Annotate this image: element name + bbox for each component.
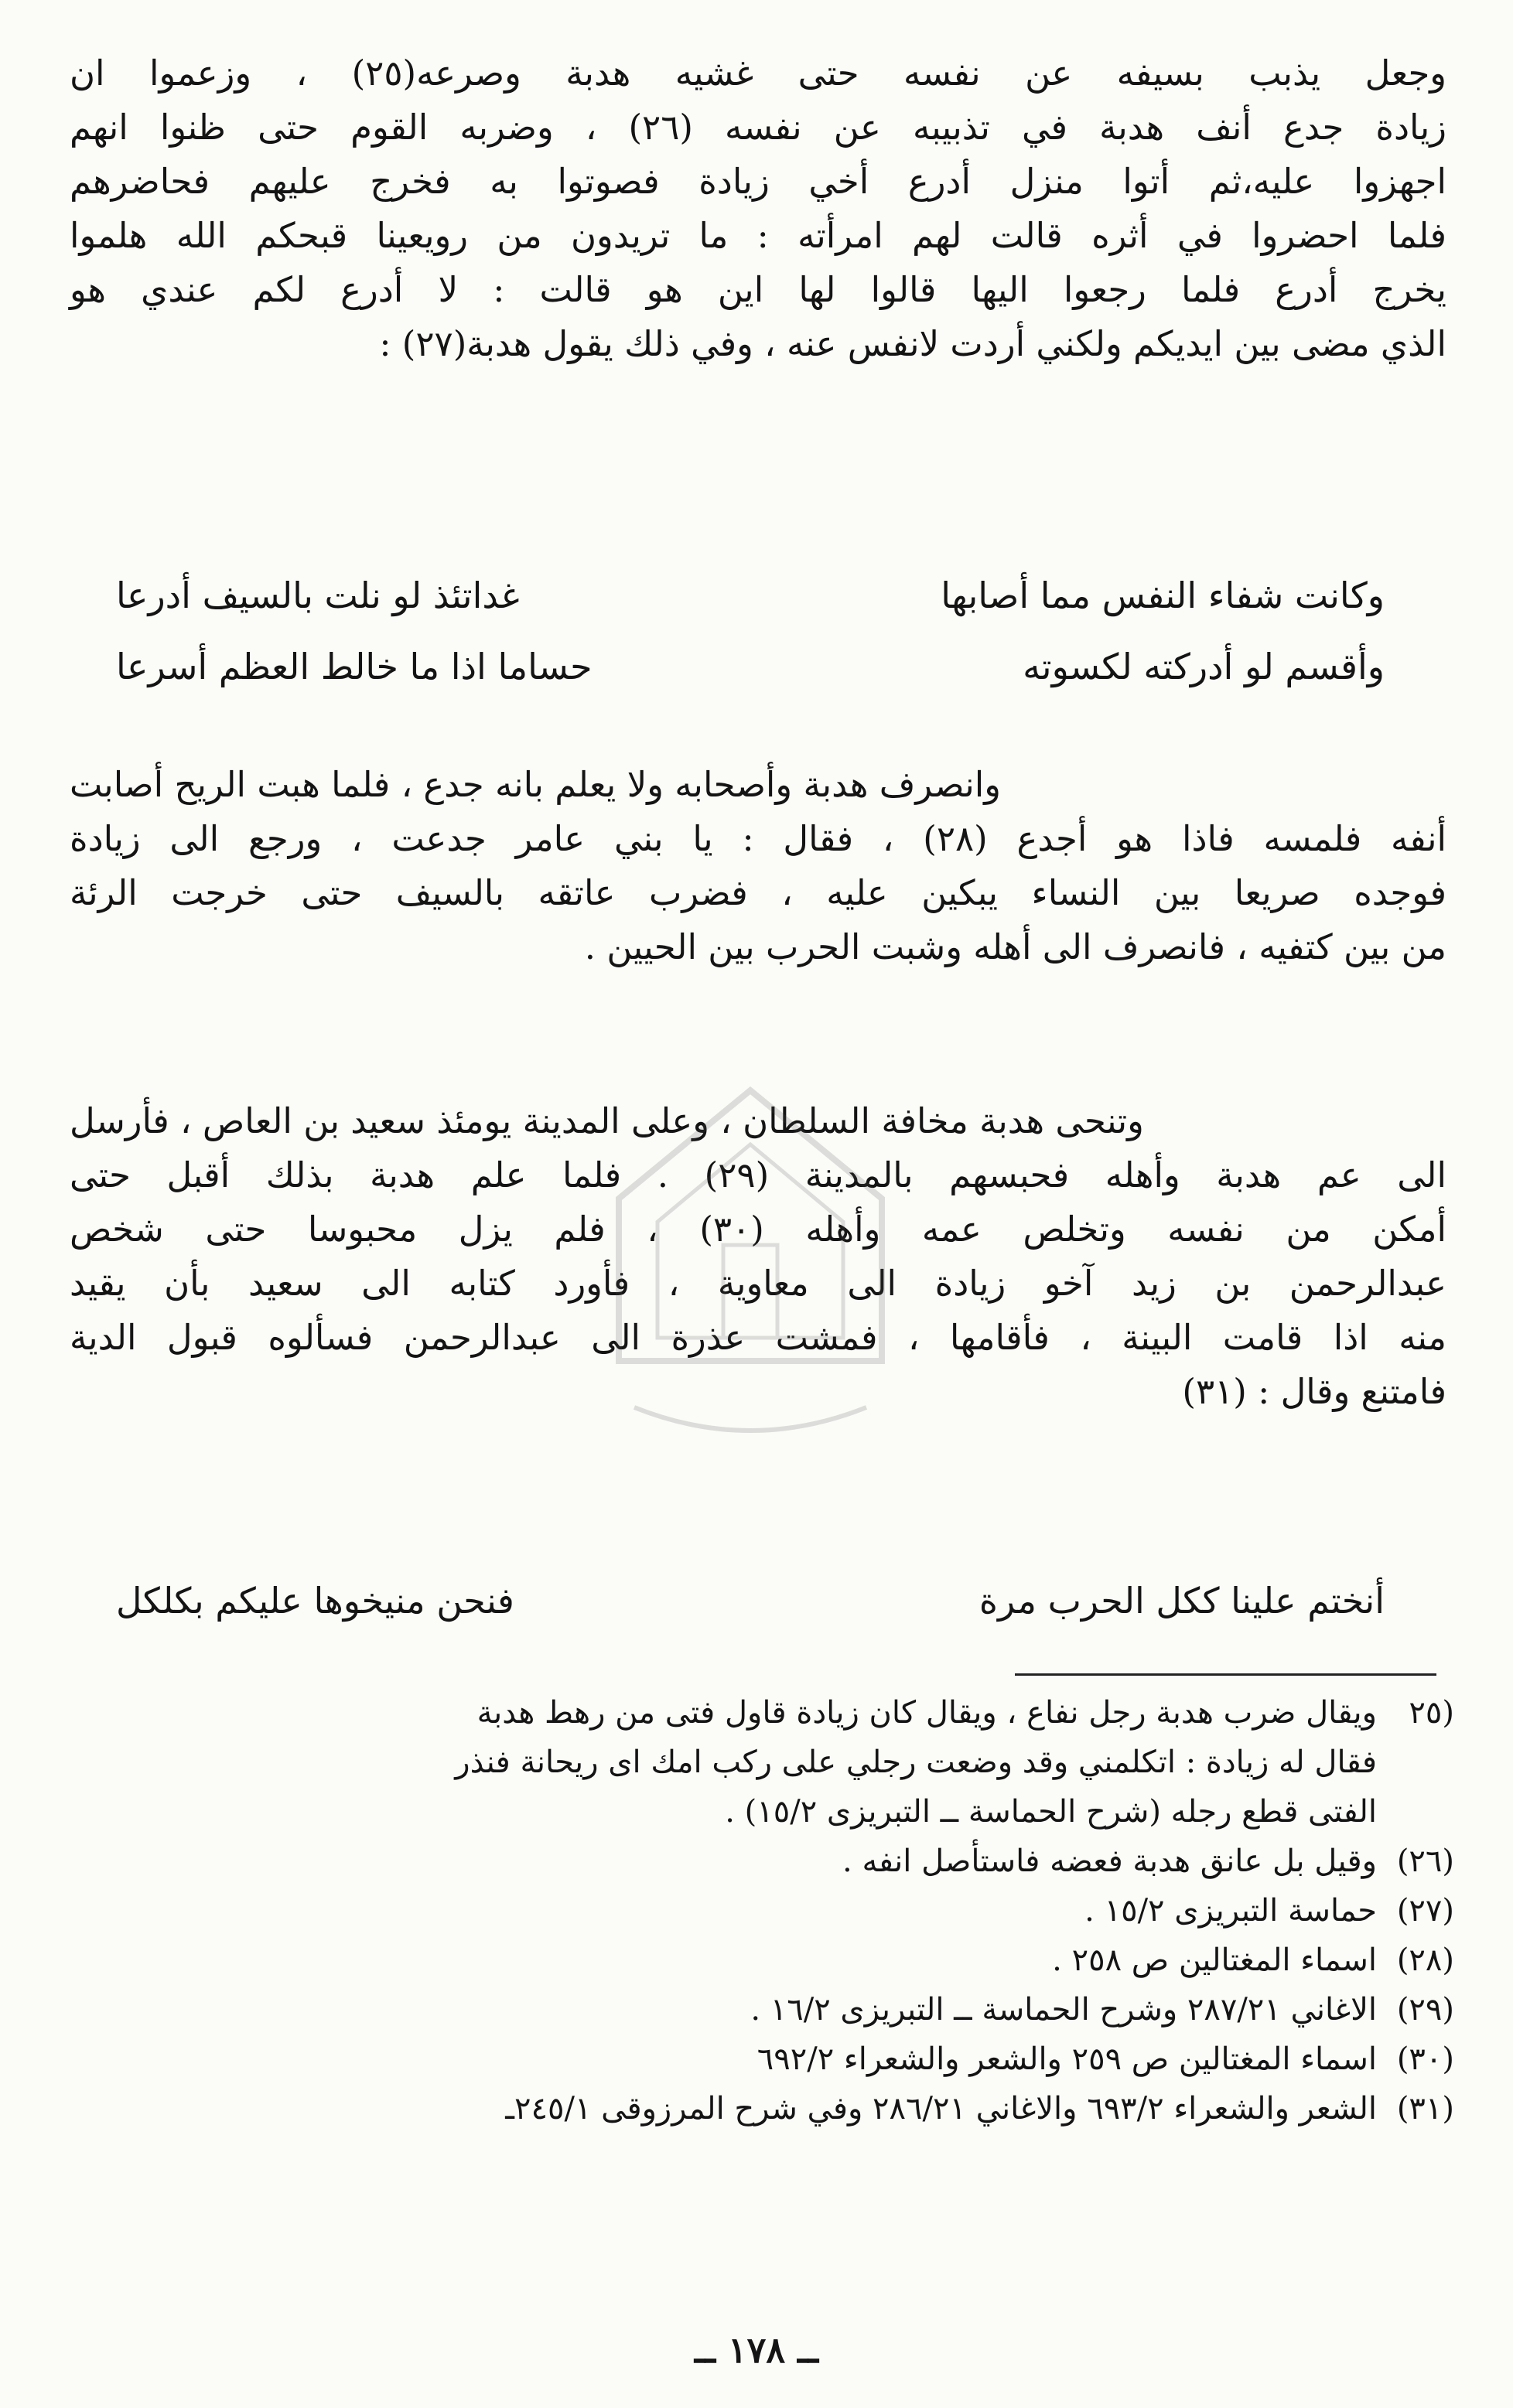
hemistich-second: فنحن منيخوها عليكم بكلكل xyxy=(116,1580,514,1622)
text-line: اجهزوا عليه،ثم أتوا منزل أدرع أخي زيادة فصوتوا به فخرج عليهم فحاضرهم xyxy=(70,161,1446,202)
paragraph-1 xyxy=(70,46,1446,371)
footnote-text: فقال له زيادة : اتكلمني وقد وضعت رجلي على ركب امك اى ريحانة فنذر xyxy=(455,1745,1377,1780)
hemistich-second: حساما اذا ما خالط العظم أسرعا xyxy=(116,646,593,687)
text-line: الذي مضى بين ايديكم ولكني أردت لانفس عنه ، وفي ذلك يقول هدبة(٢٧) : xyxy=(379,323,1446,364)
text-line: وتنحى هدبة مخافة السلطان ، وعلى المدينة يومئذ سعيد بن العاص ، فأرسل xyxy=(70,1100,1144,1141)
hemistich-first: وكانت شفاء النفس مما أصابها xyxy=(941,575,1385,616)
text-line: وانصرف هدبة وأصحابه ولا يعلم بانه جدع ، فلما هبت الريح أصابت xyxy=(70,764,1002,805)
footnote-number: (٢٨) xyxy=(1396,1942,1454,1978)
text-line: من بين كتفيه ، فانصرف الى أهله وشبت الحرب بين الحيين . xyxy=(584,926,1446,967)
footnotes xyxy=(70,1692,1454,2137)
footnote xyxy=(70,1791,1454,1833)
text-line: وجعل يذبب بسيفه عن نفسه حتى غشيه هدبة وصرعه(٢٥) ، وزعموا ان xyxy=(70,53,1446,94)
footnote-number: (٣١) xyxy=(1396,2091,1454,2127)
poem-verse-1 xyxy=(116,572,1385,715)
text-line: فوجده صريعا بين النساء يبكين عليه ، فضرب عاتقه بالسيف حتى خرجت الرئة xyxy=(70,872,1446,913)
text-line: الى عم هدبة وأهله فحبسهم بالمدينة (٢٩) . فلما علم هدبة بذلك أقبل حتى xyxy=(70,1155,1446,1195)
footnote-number: (٢٥ xyxy=(1409,1695,1454,1731)
footnote xyxy=(70,1692,1454,1734)
footnote-number: (٢٩) xyxy=(1396,1992,1454,2028)
footnote-text: الاغاني ٢٨٧/٢١ وشرح الحماسة ــ التبريزى ١٦/٢ . xyxy=(750,1992,1377,2028)
verse-line xyxy=(116,1577,1385,1649)
poem-verse-2 xyxy=(116,1577,1385,1649)
verse-line xyxy=(116,572,1385,643)
text-line: فلما احضروا في أثره قالت لهم امرأته : ما تريدون من رويعينا قبحكم الله هلموا xyxy=(70,215,1446,256)
text-line: زيادة جدع أنف هدبة في تذبيبه عن نفسه (٢٦) ، وضربه القوم حتى ظنوا انهم xyxy=(70,107,1446,148)
verse-line xyxy=(116,643,1385,715)
footnote xyxy=(70,1890,1454,1932)
library-seal-watermark xyxy=(588,1067,913,1469)
footnote-number xyxy=(1377,1791,1454,1833)
hemistich-first: أنختم علينا ككل الحرب مرة xyxy=(978,1580,1385,1622)
footnote-text: الشعر والشعراء ٦٩٣/٢ والاغاني ٢٨٦/٢١ وفي شرح المرزوقى ٢٤٥/١ـ xyxy=(505,2091,1377,2127)
text-line: أمكن من نفسه وتخلص عمه وأهله (٣٠) ، فلم يزل محبوسا حتى شخص xyxy=(70,1209,1446,1250)
footnote-text: ويقال ضرب هدبة رجل نفاع ، ويقال كان زيادة قاول فتى من رهط هدبة xyxy=(476,1695,1377,1731)
footnote-text: الفتى قطع رجله (شرح الحماسة ــ التبريزى ١٥/٢) . xyxy=(725,1794,1377,1830)
footnote xyxy=(70,1939,1454,1981)
page-number: ــ ١٧٨ ــ xyxy=(694,2329,819,2371)
footnote-text: اسماء المغتالين ص ٢٥٨ . xyxy=(1052,1942,1377,1978)
hemistich-second: غداتئذ لو نلت بالسيف أدرعا xyxy=(116,575,520,616)
footnote-text: وقيل بل عانق هدبة فعضه فاستأصل انفه . xyxy=(842,1844,1377,1879)
footnote-text: حماسة التبريزى ١٥/٢ . xyxy=(1084,1893,1377,1929)
footnote xyxy=(70,1840,1454,1882)
footnote-number: (٣٠) xyxy=(1396,2041,1454,2077)
footnote-divider xyxy=(1015,1673,1436,1676)
text-line: يخرج أدرع فلما رجعوا اليها قالوا لها اين هو قالت : لا أدرع لكم عندي هو xyxy=(70,269,1446,310)
footnote xyxy=(70,1989,1454,2031)
footnote-text: اسماء المغتالين ص ٢٥٩ والشعر والشعراء ٦٩٢/٢ xyxy=(756,2041,1377,2077)
footnote-number xyxy=(1377,1741,1454,1783)
text-line: منه اذا قامت البينة ، فأقامها ، فمشت عذرة الى عبدالرحمن فسألوه قبول الدية xyxy=(70,1317,1446,1358)
footnote xyxy=(70,1741,1454,1783)
footnote xyxy=(70,2088,1454,2130)
paragraph-2 xyxy=(70,758,1446,974)
text-line: عبدالرحمن بن زيد آخو زيادة الى معاوية ، فأورد كتابه الى سعيد بأن يقيد xyxy=(70,1263,1446,1304)
footnote-number: (٢٦) xyxy=(1396,1844,1454,1879)
footnote-number: (٢٧) xyxy=(1396,1893,1454,1929)
footnote xyxy=(70,2038,1454,2080)
text-line: فامتنع وقال : (٣١) xyxy=(1182,1371,1446,1412)
hemistich-first: وأقسم لو أدركته لكسوته xyxy=(1023,646,1385,687)
text-line: أنفه فلمسه فاذا هو أجدع (٢٨) ، فقال : يا بني عامر جدعت ، ورجع الى زيادة xyxy=(70,818,1446,859)
